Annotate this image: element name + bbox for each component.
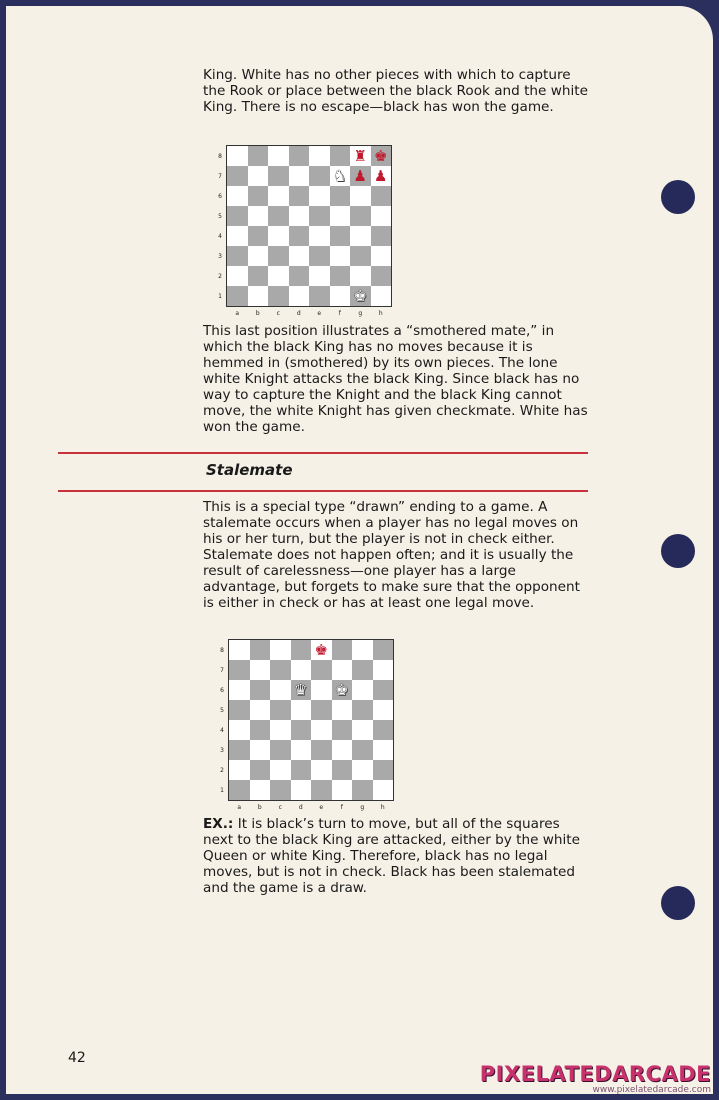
square-b2: [250, 760, 271, 780]
black-king-icon: ♚: [314, 640, 328, 659]
square-c2: [270, 760, 291, 780]
file-label: c: [276, 310, 280, 317]
chess-board: [228, 639, 394, 801]
section-divider-top: [58, 452, 588, 454]
square-a8: [229, 640, 250, 660]
file-label: h: [380, 804, 385, 811]
square-b1: [250, 780, 271, 800]
square-b1: [248, 286, 269, 306]
square-a1: [227, 286, 248, 306]
square-h2: [371, 266, 392, 286]
square-h1: [373, 780, 394, 800]
square-f7: [332, 660, 353, 680]
file-label: b: [255, 310, 260, 317]
rank-label: 8: [218, 153, 222, 160]
square-e6: [309, 186, 330, 206]
square-b4: [248, 226, 269, 246]
square-h7: [371, 166, 392, 186]
file-label: f: [338, 310, 341, 317]
square-b5: [250, 700, 271, 720]
square-c1: [270, 780, 291, 800]
square-f5: [330, 206, 351, 226]
square-g1: [350, 286, 371, 306]
square-c3: [268, 246, 289, 266]
paragraph-smothered-mate: This last position illustrates a “smothered mate,” in which the black King has no moves because it is hemmed in (smothered) by its own pieces. The lone white Knight attacks the black King. Since black has no way to capture the Knight and the black King cannot move, the white Knight has given checkmate. White has won the game.: [203, 323, 588, 435]
square-d5: [291, 700, 312, 720]
square-c5: [268, 206, 289, 226]
square-h5: [371, 206, 392, 226]
square-d3: [289, 246, 310, 266]
square-e2: [309, 266, 330, 286]
square-a2: [227, 266, 248, 286]
binder-hole: [661, 534, 695, 568]
black-rook-icon: ♜: [353, 146, 367, 165]
square-f5: [332, 700, 353, 720]
square-e1: [309, 286, 330, 306]
square-f2: [330, 266, 351, 286]
square-g6: [352, 680, 373, 700]
square-f1: [330, 286, 351, 306]
square-b8: [248, 146, 269, 166]
square-b6: [248, 186, 269, 206]
square-b3: [248, 246, 269, 266]
file-label: a: [235, 310, 240, 317]
square-d3: [291, 740, 312, 760]
square-h4: [371, 226, 392, 246]
square-g3: [350, 246, 371, 266]
square-a8: [227, 146, 248, 166]
file-label: e: [317, 310, 322, 317]
file-label: g: [360, 804, 365, 811]
white-knight-icon: ♞: [333, 166, 347, 185]
square-e1: [311, 780, 332, 800]
square-b2: [248, 266, 269, 286]
square-e4: [311, 720, 332, 740]
square-e4: [309, 226, 330, 246]
paragraph-stalemate: This is a special type “drawn” ending to a game. A stalemate occurs when a player has no legal moves on his or her turn, but the player is not in check either. Stalemate does not happen often; and it is usually the result of carelessness—one player has a large advantage, but forgets to make sure that the opponent is either in check or has at least one legal move.: [203, 499, 580, 611]
chess-board: [226, 145, 392, 307]
square-c7: [270, 660, 291, 680]
square-h6: [371, 186, 392, 206]
square-d8: [289, 146, 310, 166]
square-f8: [332, 640, 353, 660]
square-d4: [291, 720, 312, 740]
file-label: b: [257, 804, 262, 811]
file-label: d: [298, 804, 303, 811]
square-g7: [350, 166, 371, 186]
square-g8: [350, 146, 371, 166]
square-h7: [373, 660, 394, 680]
file-label: c: [278, 804, 282, 811]
square-f3: [330, 246, 351, 266]
white-king-icon: ♚: [353, 286, 367, 305]
square-f4: [330, 226, 351, 246]
square-g4: [350, 226, 371, 246]
binder-hole: [661, 180, 695, 214]
square-a7: [229, 660, 250, 680]
square-h1: [371, 286, 392, 306]
rank-label: 7: [220, 667, 224, 674]
square-f7: [330, 166, 351, 186]
square-d6: [289, 186, 310, 206]
square-a6: [227, 186, 248, 206]
file-label: a: [237, 804, 242, 811]
rank-label: 1: [218, 293, 222, 300]
file-label: h: [378, 310, 383, 317]
square-e8: [309, 146, 330, 166]
square-b3: [250, 740, 271, 760]
square-g2: [352, 760, 373, 780]
square-e7: [311, 660, 332, 680]
file-label: e: [319, 804, 324, 811]
square-d6: [291, 680, 312, 700]
watermark-url: www.pixelatedarcade.com: [592, 1085, 711, 1095]
square-g5: [352, 700, 373, 720]
square-d5: [289, 206, 310, 226]
example-label: EX.:: [203, 816, 234, 832]
square-b5: [248, 206, 269, 226]
square-h2: [373, 760, 394, 780]
square-f8: [330, 146, 351, 166]
page-number: 42: [68, 1050, 86, 1066]
square-a4: [229, 720, 250, 740]
square-c3: [270, 740, 291, 760]
square-d2: [291, 760, 312, 780]
square-c1: [268, 286, 289, 306]
square-f2: [332, 760, 353, 780]
black-king-icon: ♚: [374, 146, 388, 165]
square-d4: [289, 226, 310, 246]
square-b4: [250, 720, 271, 740]
square-b8: [250, 640, 271, 660]
square-f4: [332, 720, 353, 740]
rank-label: 4: [218, 233, 222, 240]
rank-label: 3: [218, 253, 222, 260]
square-c5: [270, 700, 291, 720]
square-a6: [229, 680, 250, 700]
square-e5: [311, 700, 332, 720]
square-h3: [373, 740, 394, 760]
square-g8: [352, 640, 373, 660]
square-f3: [332, 740, 353, 760]
square-c7: [268, 166, 289, 186]
square-a2: [229, 760, 250, 780]
black-pawn-icon: ♟: [353, 166, 367, 185]
square-d7: [289, 166, 310, 186]
rank-label: 6: [220, 687, 224, 694]
square-a7: [227, 166, 248, 186]
square-d1: [291, 780, 312, 800]
rank-label: 3: [220, 747, 224, 754]
black-pawn-icon: ♟: [374, 166, 388, 185]
rank-label: 2: [218, 273, 222, 280]
square-g1: [352, 780, 373, 800]
square-h3: [371, 246, 392, 266]
square-b6: [250, 680, 271, 700]
example-text: It is black’s turn to move, but all of the squares next to the black King are attacked, either by the white Queen or white King. Therefore, black has no legal moves, but is not in check. Black has been stalemated and the game is a draw.: [203, 816, 581, 896]
square-g5: [350, 206, 371, 226]
square-a3: [227, 246, 248, 266]
square-c4: [270, 720, 291, 740]
square-a3: [229, 740, 250, 760]
square-c8: [268, 146, 289, 166]
square-c2: [268, 266, 289, 286]
square-c4: [268, 226, 289, 246]
square-g3: [352, 740, 373, 760]
square-a5: [227, 206, 248, 226]
square-d2: [289, 266, 310, 286]
rank-label: 1: [220, 787, 224, 794]
square-f6: [332, 680, 353, 700]
square-e8: [311, 640, 332, 660]
square-d1: [289, 286, 310, 306]
rank-label: 5: [220, 707, 224, 714]
rank-label: 6: [218, 193, 222, 200]
section-heading-stalemate: Stalemate: [206, 461, 293, 479]
rank-label: 5: [218, 213, 222, 220]
square-d7: [291, 660, 312, 680]
file-label: g: [358, 310, 363, 317]
square-h4: [373, 720, 394, 740]
square-d8: [291, 640, 312, 660]
square-c8: [270, 640, 291, 660]
paragraph-example: [203, 816, 593, 896]
rank-label: 8: [220, 647, 224, 654]
square-g7: [352, 660, 373, 680]
white-king-icon: ♚: [335, 680, 349, 699]
rank-label: 2: [220, 767, 224, 774]
watermark-logo: PIXELATEDARCADE: [479, 1062, 711, 1086]
square-e5: [309, 206, 330, 226]
white-queen-icon: ♛: [294, 680, 308, 699]
square-a1: [229, 780, 250, 800]
square-e6: [311, 680, 332, 700]
square-h5: [373, 700, 394, 720]
square-e3: [309, 246, 330, 266]
square-h8: [371, 146, 392, 166]
square-f1: [332, 780, 353, 800]
square-h8: [373, 640, 394, 660]
paragraph-top: King. White has no other pieces with which to capture the Rook or place between the black Rook and the white King. There is no escape—black has won the game.: [203, 67, 588, 115]
rank-label: 7: [218, 173, 222, 180]
square-c6: [270, 680, 291, 700]
square-b7: [250, 660, 271, 680]
square-a4: [227, 226, 248, 246]
file-label: f: [340, 804, 343, 811]
file-label: d: [296, 310, 301, 317]
square-c6: [268, 186, 289, 206]
square-g6: [350, 186, 371, 206]
square-g4: [352, 720, 373, 740]
square-e2: [311, 760, 332, 780]
square-g2: [350, 266, 371, 286]
square-b7: [248, 166, 269, 186]
square-e7: [309, 166, 330, 186]
rank-label: 4: [220, 727, 224, 734]
square-h6: [373, 680, 394, 700]
binder-hole: [661, 886, 695, 920]
square-e3: [311, 740, 332, 760]
square-f6: [330, 186, 351, 206]
watermark: [480, 1062, 711, 1095]
section-divider-bottom: [58, 490, 588, 492]
square-a5: [229, 700, 250, 720]
